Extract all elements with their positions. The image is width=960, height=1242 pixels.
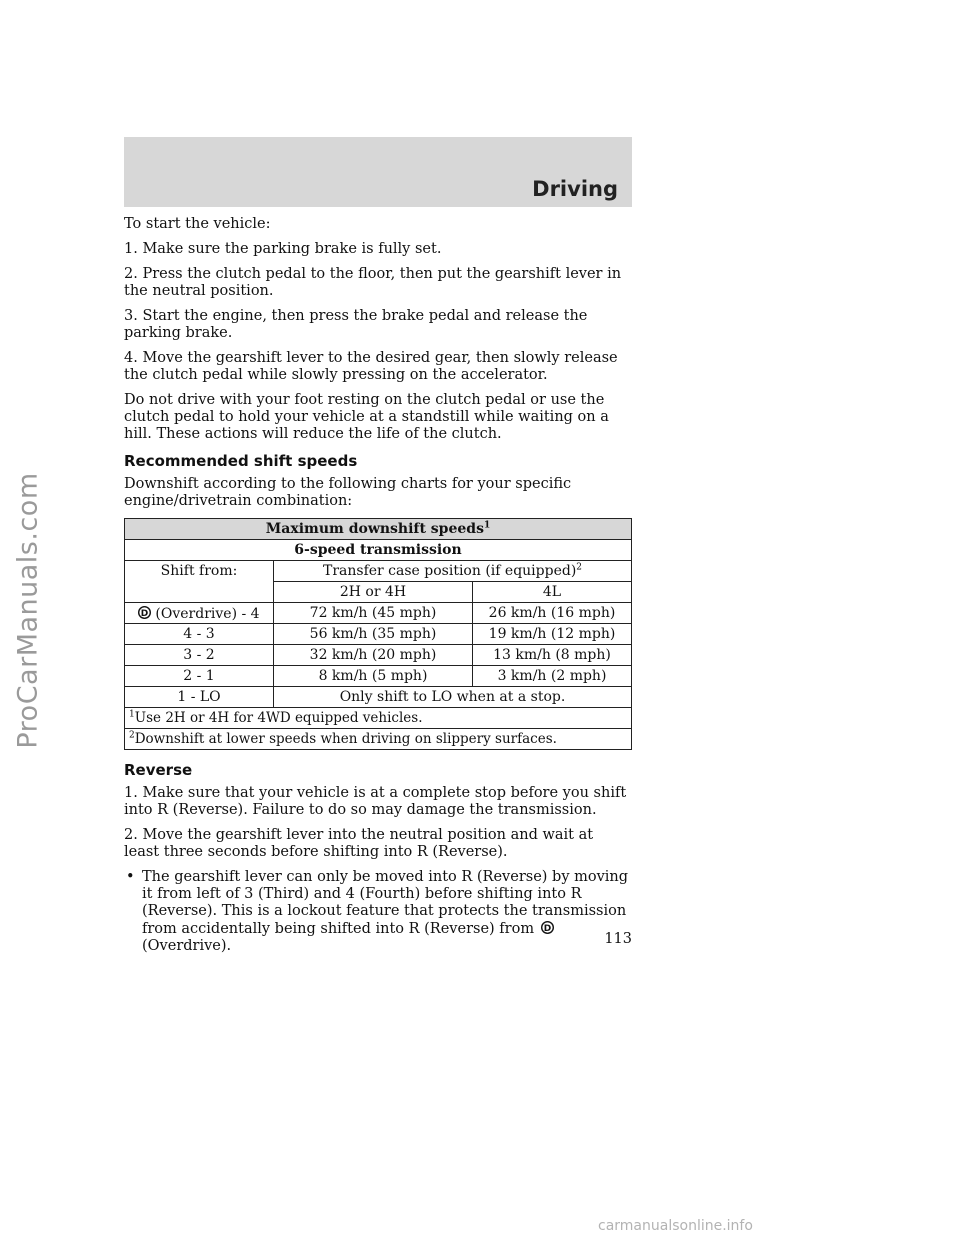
col-2h-4h-header: 2H or 4H bbox=[274, 582, 473, 603]
title-footnote-marker: 1 bbox=[483, 520, 491, 531]
bottom-watermark: carmanualsonline.info bbox=[598, 1218, 753, 1234]
footnote-row bbox=[125, 729, 632, 750]
speed-2h-4h-cell: 56 km/h (35 mph) bbox=[274, 624, 473, 645]
reverse-bullets bbox=[124, 869, 632, 955]
table-row bbox=[125, 645, 632, 666]
start-step-2: 2. Press the clutch pedal to the floor, then put the gearshift lever in the neutral position. bbox=[124, 266, 622, 299]
side-watermark bbox=[6, 200, 50, 1020]
section-header-band bbox=[124, 137, 632, 207]
shift-from-cell: 2 - 1 bbox=[125, 666, 274, 687]
side-watermark-text: ProCarManuals.com bbox=[12, 471, 44, 749]
speed-2h-4h-cell: 72 km/h (45 mph) bbox=[274, 603, 473, 624]
svg-text:D: D bbox=[543, 924, 551, 935]
shift-from-header: Shift from: bbox=[125, 561, 274, 603]
table-subtitle-row bbox=[125, 540, 632, 561]
table-header-row bbox=[125, 561, 632, 582]
clutch-caution: Do not drive with your foot resting on the clutch pedal or use the clutch pedal to hold your vehicle at a standstill while waiting on a hill. These actions will reduce the life of the clutch. bbox=[124, 392, 609, 442]
speed-4l-cell: 26 km/h (16 mph) bbox=[473, 603, 632, 624]
table-row bbox=[125, 666, 632, 687]
footnote-2: $^2$Downshift at lower speeds when driving on slippery surfaces. bbox=[125, 729, 632, 750]
footnote-1: $^1$Use 2H or 4H for 4WD equipped vehicles. bbox=[125, 708, 632, 729]
page-number: 113 bbox=[604, 931, 632, 947]
table-row-lo bbox=[125, 687, 632, 708]
overdrive-icon bbox=[541, 920, 554, 935]
lo-note-cell: Only shift to LO when at a stop. bbox=[274, 687, 632, 708]
footnote-row bbox=[125, 708, 632, 729]
svg-text:D: D bbox=[141, 608, 149, 619]
start-step-3: 3. Start the engine, then press the brake pedal and release the parking brake. bbox=[124, 308, 588, 341]
table-subtitle: 6-speed transmission bbox=[125, 540, 632, 561]
shift-from-cell: 3 - 2 bbox=[125, 645, 274, 666]
start-step-1: 1. Make sure the parking brake is fully set. bbox=[124, 241, 442, 257]
speed-4l-cell: 3 km/h (2 mph) bbox=[473, 666, 632, 687]
list-item: • The gearshift lever can only be moved into R (Reverse) by moving it from left of 3 (Third) and 4 (Fourth) before shifting into R (Reverse). This is a lockout feature that protects the transmission from accidentally being shifted into R (Reverse) from D (Overdrive). bbox=[124, 869, 632, 955]
table-title-row bbox=[125, 519, 632, 540]
reverse-heading: Reverse bbox=[124, 761, 193, 779]
table-row bbox=[125, 624, 632, 645]
overdrive-icon bbox=[138, 605, 151, 620]
start-step-4: 4. Move the gearshift lever to the desired gear, then slowly release the clutch pedal while slowly pressing on the accelerator. bbox=[124, 350, 618, 383]
speed-2h-4h-cell: 32 km/h (20 mph) bbox=[274, 645, 473, 666]
transfer-case-header: Transfer case position (if equipped)$^2$ bbox=[274, 561, 632, 582]
speed-4l-cell: 19 km/h (12 mph) bbox=[473, 624, 632, 645]
reverse-step-2: 2. Move the gearshift lever into the neutral position and wait at least three seconds before shifting into R (Reverse). bbox=[124, 827, 594, 860]
shift-from-cell: D (Overdrive) - 4 bbox=[125, 603, 274, 624]
shift-speeds-heading: Recommended shift speeds bbox=[124, 452, 358, 470]
col-4l-header: 4L bbox=[473, 582, 632, 603]
section-title: Driving bbox=[532, 177, 618, 201]
intro-text: To start the vehicle: bbox=[124, 216, 271, 232]
page-content bbox=[124, 216, 632, 955]
speed-2h-4h-cell: 8 km/h (5 mph) bbox=[274, 666, 473, 687]
shift-from-cell: 1 - LO bbox=[125, 687, 274, 708]
shift-from-cell: 4 - 3 bbox=[125, 624, 274, 645]
transfer-footnote-marker: 2 bbox=[576, 562, 583, 573]
downshift-speeds-table bbox=[124, 518, 632, 750]
shift-speeds-intro: Downshift according to the following charts for your specific engine/drivetrain combination: bbox=[124, 476, 572, 509]
table-title: Maximum downshift speeds$^1$ bbox=[125, 519, 632, 540]
reverse-step-1: 1. Make sure that your vehicle is at a complete stop before you shift into R (Reverse). Failure to do so may damage the transmission. bbox=[124, 785, 627, 818]
speed-4l-cell: 13 km/h (8 mph) bbox=[473, 645, 632, 666]
table-row bbox=[125, 603, 632, 624]
